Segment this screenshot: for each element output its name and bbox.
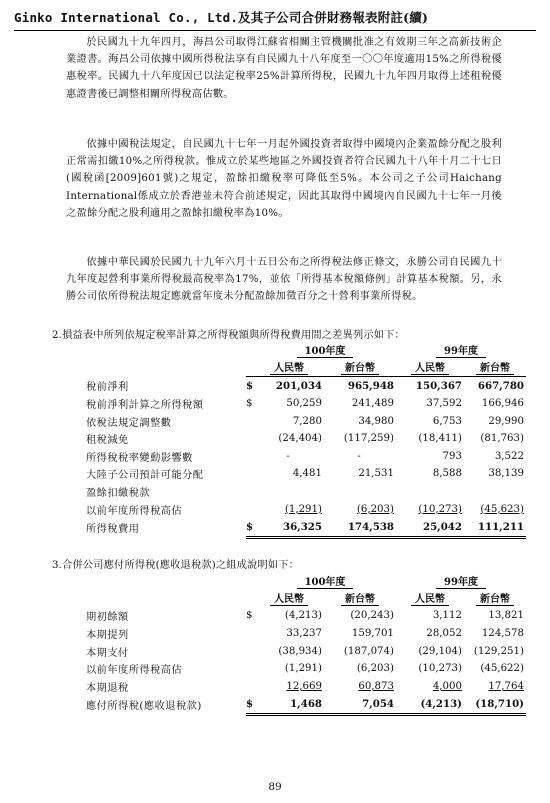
cell-value: (81,763) <box>480 433 524 445</box>
cell-value: 159,701 <box>351 628 394 640</box>
currency-rmb-header: 人民幣 <box>254 590 324 608</box>
cell-value: (29,104) <box>418 645 462 657</box>
cell-value: 36,325 <box>254 518 324 537</box>
cell-value: (24,404) <box>278 433 322 445</box>
paragraph-tax-incentive: 於民國九十九年四月，海昌公司取得江蘇省相關主管機關批准之有效期三年之高新技術企業證書。海昌公司依據中國所得稅法享有自民國九十八年度至一〇〇年度適用15%之所得稅優惠稅率。民國九十八年度因已以法定稅率25%計算所得稅，民國九十九年四月取得上述租稅優惠證書後已調整相關所得稅高估數。 <box>66 37 502 100</box>
tax-reconciliation-table <box>86 341 526 539</box>
cell-value: - <box>357 450 361 462</box>
cell-value: 34,980 <box>358 415 394 427</box>
currency-symbol <box>246 660 254 678</box>
company-name-en: Ginko International Co., Ltd. <box>14 10 239 25</box>
cell-value: 50,259 <box>286 398 322 410</box>
row-label: 以前年度所得稅高估 <box>86 665 183 677</box>
table-row <box>86 642 526 660</box>
currency-symbol <box>246 430 254 448</box>
cell-value: (129,251) <box>473 645 524 657</box>
cell-value: (6,203) <box>356 663 394 675</box>
table-row <box>86 500 526 518</box>
currency-ntd-header: 新台幣 <box>464 590 526 608</box>
cell-value: 124,578 <box>481 628 524 640</box>
row-label: 租稅減免 <box>86 435 129 447</box>
currency-ntd-header: 新台幣 <box>464 359 526 377</box>
cell-value: 38,139 <box>488 468 524 480</box>
cell-value: (45,622) <box>480 663 524 675</box>
paragraph-roc-tax-law: 依據中華民國於民國九十九年六月十五日公布之所得稅法修正條文，永勝公司自民國九十九年度起營利事業所得稅最高稅率為17%，並依「所得基本稅額條例」計算基本稅額。另，永勝公司依所得稅法規定應就當年度未分配盈餘加徵百分之十營利事業所得稅。 <box>66 257 502 303</box>
currency-symbol <box>246 500 254 518</box>
cell-value: 1,468 <box>254 695 324 714</box>
table-row <box>86 377 526 395</box>
row-label: 本期退稅 <box>86 682 129 694</box>
currency-symbol: $ <box>246 610 253 622</box>
cell-value: 3,522 <box>494 450 524 462</box>
cell-value: 201,034 <box>254 377 324 395</box>
cell-value: (10,273) <box>418 503 462 515</box>
cell-value: (20,243) <box>350 610 394 622</box>
currency-symbol <box>246 678 254 696</box>
cell-value: 150,367 <box>396 377 464 395</box>
row-label: 本期支付 <box>86 647 129 659</box>
row-label: 大陸子公司預計可能分配 <box>86 470 204 482</box>
row-label: 稅前淨利 <box>86 382 129 394</box>
currency-symbol <box>246 465 254 483</box>
currency-symbol <box>246 412 254 430</box>
cell-value: (10,273) <box>418 663 462 675</box>
cell-value: 111,211 <box>464 518 526 537</box>
cell-value: 29,990 <box>488 415 524 427</box>
table-row <box>86 607 526 625</box>
cell-value: (6,203) <box>356 503 394 515</box>
year-99-header: 99年度 <box>396 572 526 590</box>
cell-value: 17,764 <box>488 680 524 692</box>
currency-rmb-header: 人民幣 <box>396 590 464 608</box>
cell-value: 4,000 <box>432 680 462 692</box>
cell-value: 965,948 <box>324 377 396 395</box>
cell-value: - <box>286 450 290 462</box>
cell-value: 33,237 <box>286 628 322 640</box>
cell-value: 174,538 <box>324 518 396 537</box>
cell-value: 13,821 <box>488 610 524 622</box>
section3-title: 3.合併公司應付所得稅(應收退稅款)之組成說明如下： <box>52 560 299 571</box>
table-row <box>86 448 526 466</box>
income-tax-payable-table <box>86 572 526 716</box>
currency-ntd-header: 新台幣 <box>324 590 396 608</box>
year-header-row <box>86 572 526 590</box>
table-row-total <box>86 518 526 537</box>
cell-value: 7,054 <box>324 695 396 714</box>
cell-value: (1,291) <box>284 663 322 675</box>
currency-symbol: $ <box>246 398 253 410</box>
cell-value: (38,934) <box>278 645 322 657</box>
year-header-row <box>86 341 526 359</box>
table-row <box>86 412 526 430</box>
cell-value: 60,873 <box>358 680 394 692</box>
cell-value: (45,623) <box>480 503 524 515</box>
table-row <box>86 678 526 696</box>
row-label: 應付所得稅(應收退稅款) <box>86 701 202 713</box>
cell-value: 3,112 <box>432 610 462 622</box>
currency-symbol <box>246 625 254 643</box>
row-label: 以前年度所得稅高估 <box>86 505 183 517</box>
row-label: 稅前淨利計算之所得稅額 <box>86 400 204 412</box>
cell-value: 667,780 <box>464 377 526 395</box>
table-row <box>86 430 526 448</box>
page-number: 89 <box>268 781 282 793</box>
cell-value: 12,669 <box>286 680 322 692</box>
table-row <box>86 395 526 413</box>
table-row-total <box>86 695 526 714</box>
page-header <box>14 8 536 31</box>
table-row <box>86 660 526 678</box>
cell-value: 37,592 <box>426 398 462 410</box>
cell-value: 6,753 <box>432 415 462 427</box>
row-label: 本期提列 <box>86 630 129 642</box>
currency-header-row <box>86 359 526 377</box>
currency-symbol: $ <box>246 377 254 395</box>
year-99-header: 99年度 <box>396 341 526 359</box>
report-title-zh: 及其子公司合併財務報表附註(續) <box>238 10 429 25</box>
cell-value: 7,280 <box>292 415 322 427</box>
currency-rmb-header: 人民幣 <box>396 359 464 377</box>
cell-value: (4,213) <box>396 695 464 714</box>
currency-symbol: $ <box>246 695 254 714</box>
cell-value: (1,291) <box>284 503 322 515</box>
row-label: 盈餘扣繳稅款 <box>86 488 151 500</box>
year-100-header: 100年度 <box>254 572 396 590</box>
section2-title: 2.損益表中所列依規定稅率計算之所得稅額與所得稅費用間之差異列示如下： <box>52 330 405 341</box>
currency-rmb-header: 人民幣 <box>254 359 324 377</box>
table-row <box>86 625 526 643</box>
cell-value: 793 <box>442 450 462 462</box>
cell-value: 21,531 <box>358 468 394 480</box>
table-row <box>86 465 526 483</box>
cell-value: 241,489 <box>351 398 394 410</box>
cell-value: 25,042 <box>396 518 464 537</box>
cell-value: 4,481 <box>292 468 322 480</box>
currency-ntd-header: 新台幣 <box>324 359 396 377</box>
row-label: 所得稅費用 <box>86 523 140 535</box>
year-100-header: 100年度 <box>254 341 396 359</box>
currency-symbol: $ <box>246 518 254 537</box>
cell-value: 8,588 <box>432 468 462 480</box>
row-label: 所得稅稅率變動影響數 <box>86 452 193 464</box>
cell-value: (117,259) <box>343 433 394 445</box>
row-label: 依稅法規定調整數 <box>86 417 172 429</box>
currency-symbol <box>246 642 254 660</box>
cell-value: (18,411) <box>418 433 462 445</box>
paragraph-withholding-tax: 依據中國稅法規定，自民國九十七年一月起外國投資者取得中國境內企業盈餘分配之股利正常需扣繳10%之所得稅款。惟成立於某些地區之外國投資者符合民國九十八年十月二十七日(國稅函[2009]601號)之規定，盈餘扣繳稅率可降低至5%。本公司之子公司Haichang International係成立於香港並未符合前述規定，因此其取得中國境內自民國九十七年一月後之盈餘分配之股利適用之盈餘扣繳稅率為10%。 <box>66 139 502 219</box>
currency-symbol <box>246 448 254 466</box>
cell-value: (4,213) <box>284 610 322 622</box>
cell-value: 28,052 <box>426 628 462 640</box>
cell-value: (187,074) <box>343 645 394 657</box>
currency-header-row <box>86 590 526 608</box>
table-row <box>86 483 526 501</box>
row-label: 期初餘額 <box>86 612 129 624</box>
cell-value: (18,710) <box>464 695 526 714</box>
cell-value: 166,946 <box>481 398 524 410</box>
